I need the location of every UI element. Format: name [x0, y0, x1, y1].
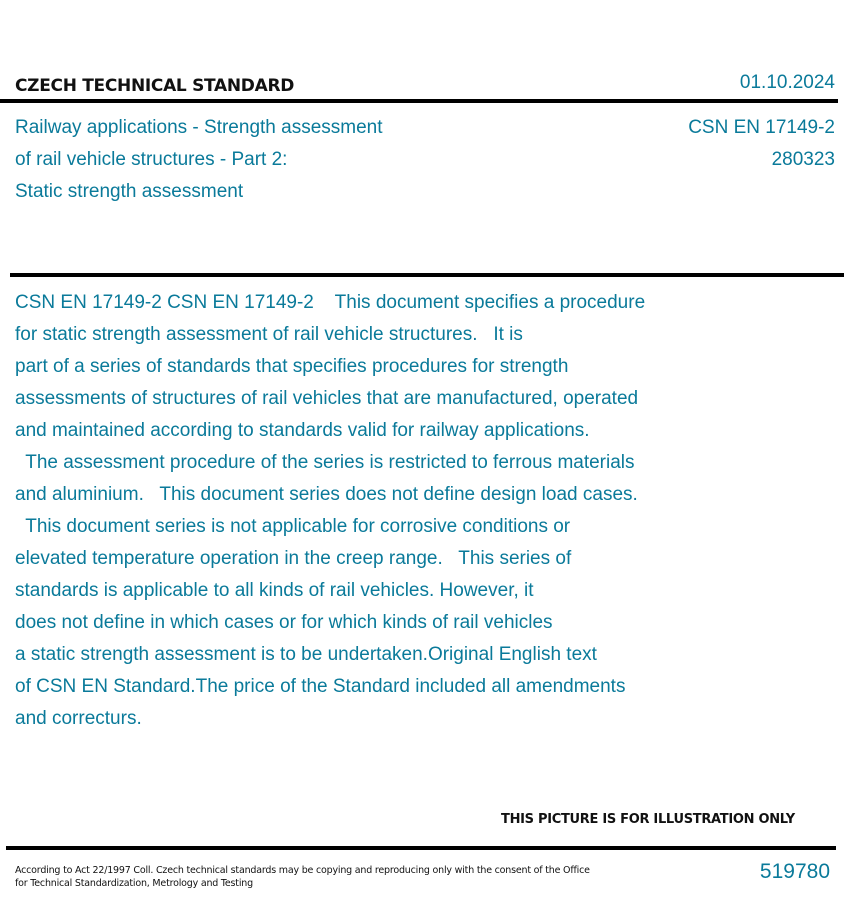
title-line-2: of rail vehicle structures - Part 2:	[15, 149, 288, 170]
title-line-1: Railway applications - Strength assessment	[15, 117, 383, 138]
abstract-line: does not define in which cases or for which kinds of rail vehicles	[15, 612, 553, 633]
abstract-line: and maintained according to standards valid for railway applications.	[15, 420, 590, 441]
title-divider	[10, 273, 844, 277]
abstract-line: The assessment procedure of the series is restricted to ferrous materials	[15, 452, 635, 473]
footer-divider	[6, 846, 836, 850]
abstract-line: a static strength assessment is to be undertaken.Original English text	[15, 644, 597, 665]
header-divider	[0, 99, 838, 103]
abstract-line: for static strength assessment of rail vehicle structures. It is	[15, 324, 523, 345]
publication-date: 01.10.2024	[739, 72, 835, 93]
catalog-number: 280323	[771, 149, 835, 170]
standard-code: CSN EN 17149-2	[688, 117, 835, 138]
legal-footnote-line: for Technical Standardization, Metrology and Testing	[15, 878, 253, 889]
abstract-line: CSN EN 17149-2 CSN EN 17149-2 This document specifies a procedure	[15, 292, 646, 313]
abstract-line: elevated temperature operation in the creep range. This series of	[15, 548, 572, 569]
abstract-line: This document series is not applicable for corrosive conditions or	[15, 516, 571, 537]
document-number: 519780	[759, 860, 830, 883]
illustration-disclaimer: THIS PICTURE IS FOR ILLUSTRATION ONLY	[501, 812, 795, 827]
abstract-line: and aluminium. This document series does not define design load cases.	[15, 484, 638, 505]
legal-footnote	[15, 864, 590, 890]
abstract-line: of CSN EN Standard.The price of the Standard included all amendments	[15, 676, 626, 697]
abstract-line: part of a series of standards that specifies procedures for strength	[15, 356, 569, 377]
legal-footnote-line: According to Act 22/1997 Coll. Czech technical standards may be copying and reproducing only with the consent of the Office	[15, 865, 590, 876]
abstract-line: standards is applicable to all kinds of rail vehicles. However, it	[15, 580, 534, 601]
abstract-text	[15, 287, 755, 735]
abstract-line: and correcturs.	[15, 708, 142, 729]
title-line-3: Static strength assessment	[15, 181, 244, 202]
standard-type-heading: CZECH TECHNICAL STANDARD	[15, 76, 295, 96]
abstract-line: assessments of structures of rail vehicles that are manufactured, operated	[15, 388, 639, 409]
